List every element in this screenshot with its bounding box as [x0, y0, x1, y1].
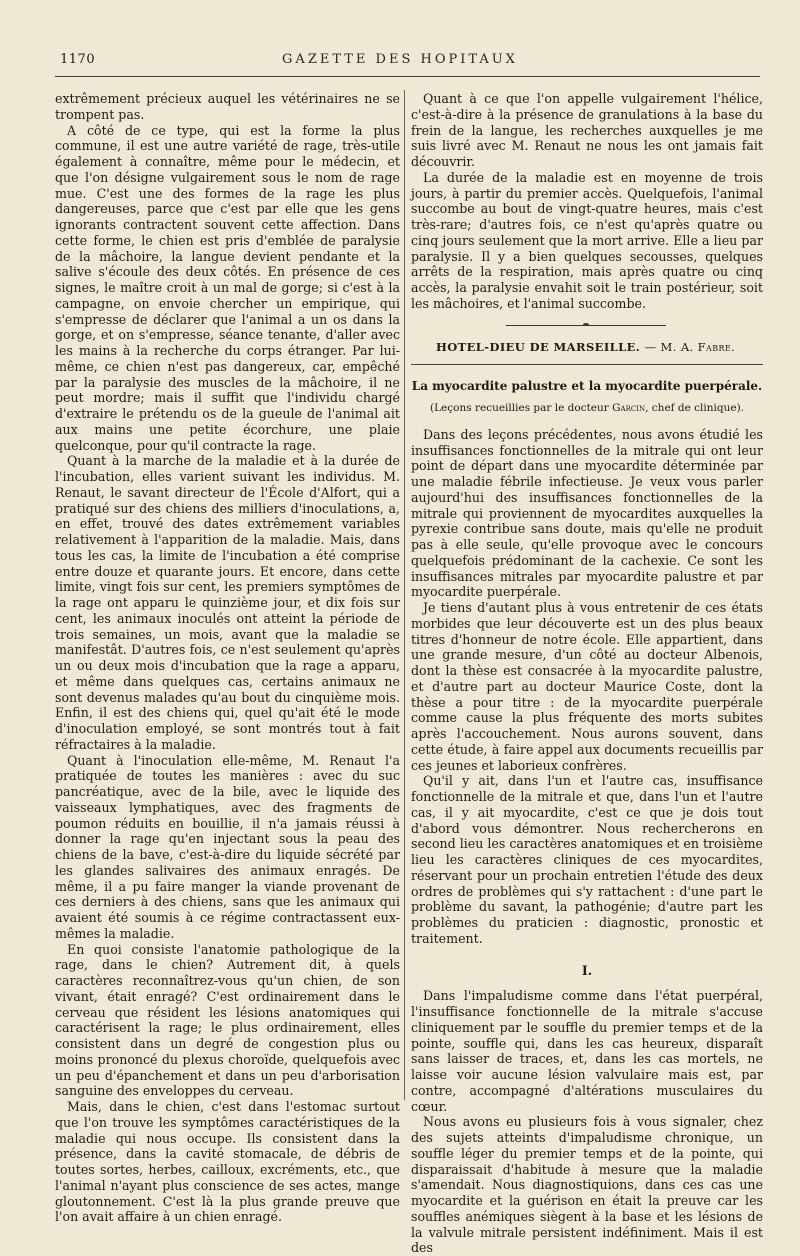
- paragraph: Dans l'impaludisme comme dans l'état puerpéral, l'insuffisance fonctionnelle de la mitrale s'accuse cliniquement par le souffle du premier temps et de la pointe, souffle qui, dans les cas heureux, disparaît sans laisser de traces, et, dans les cas mortels, ne laisse voir aucune lésion valvulaire mais est, par contre, accompagné d'altérations musculaires du cœur.: [411, 988, 763, 1114]
- paragraph: Quant à l'inoculation elle-même, M. Renaut l'a pratiquée de toutes les manières : avec du suc pancréatique, avec de la bile, avec le liquide des vaisseaux lymphatiques, avec des fragments de poumon réduits en bouillie, il n'a jamais réussi à donner la rage qu'en injectant sous la peau des chiens de la bave, c'est-à-dire du liquide sécrété par les glandes salivaires des animaux enragés. De même, il a pu faire manger la viande provenant de ces derniers à des chiens, sans que les animaux qui avaient été soumis à ce régime contractassent eux-mêmes la maladie.: [55, 752, 400, 941]
- paragraph: extrêmement précieux auquel les vétérinaires ne se trompent pas.: [55, 91, 400, 122]
- hospital-heading: [436, 340, 763, 356]
- hospital-author: — M. A. Fabre.: [644, 339, 736, 354]
- paragraph: Qu'il y ait, dans l'un et l'autre cas, insuffisance fonctionnelle de la mitrale et que, dans l'un et l'autre cas, il y ait myocardite, c'est ce que je dois tout d'abord vous démontrer. Nous rechercherons en second lieu les caractères anatomiques et en troisième lieu les caractères cliniques de ces myocardites, réservant pour un prochain entretien l'étude des deux ordres de problèmes qui s'y rattachent : d'une part le problème du savant, la pathogénie; d'autre part les problèmes du praticien : diagnostic, pronostic et traitement.: [411, 773, 763, 946]
- header-rule: [55, 76, 760, 77]
- clinic-chief-name: Garcin: [612, 402, 646, 414]
- article-separator: [411, 312, 763, 340]
- paragraph: La durée de la maladie est en moyenne de trois jours, à partir du premier accès. Quelquefois, l'animal succombe au bout de vingt-quatre heures, mais c'est très-rare; d'autres fois, ce n'est qu'après quatre ou cinq jours seulement que la mort arrive. Elle a lieu par paralysie. Il y a bien quelques secousses, quelques arrêts de la respiration, mais après quatre ou cinq accès, la paralysie envahit soit le train postérieur, soit les mâchoires, et l'animal succombe.: [411, 169, 763, 311]
- page-number: 1170: [60, 52, 96, 67]
- paragraph: Dans des leçons précédentes, nous avons étudié les insuffisances fonctionnelles de la mitrale qui ont leur point de départ dans une myocardite déterminée par une maladie fébrile infectieuse. Je veux vous parler aujourd'hui des insuffisances fonctionnelles de la mitrale qui proviennent de myocardites auxquelles la pyrexie contribue sans doute, mais qu'elle ne produit pas à elle seule, qu'elle provoque avec le concours quelquefois prédominant de la cachexie. Ce sont les insuffisances mitrales par myocardite palustre et par myocardite puerpérale.: [411, 426, 763, 600]
- paragraph: A côté de ce type, qui est la forme la plus commune, il est une autre variété de rage, très-utile également à connaître, même pour le médecin, et que l'on désigne vulgairement sous le nom de rage mue. C'est une des formes de la rage les plus dangereuses, parce que c'est par elle que les gens ignorants contractent souvent cette affection. Dans cette forme, le chien est pris d'emblée de paralysie de la mâchoire, la langue devient pendante et la salive s'écoule des deux côtés. En présence de ces signes, le maître croit à un mal de gorge; si c'est à la campagne, on envoie chercher un empirique, qui s'empresse de déclarer que l'animal a un os dans la gorge, et on s'empresse, séance tenante, d'aller avec les mains à la recherche du corps étranger. Par lui-même, ce chien n'est pas dangereux, car, empêché par la paralysie des muscles de la mâchoire, il ne peut mordre; mais il suffit que l'individu chargé d'extraire le prétendu os de la gueule de l'animal ait aux mains une petite écorchure, une plaie quelconque, pour qu'il contracte la rage.: [55, 122, 400, 453]
- paragraph: Nous avons eu plusieurs fois à vous signaler, chez des sujets atteints d'impaludisme chronique, un souffle léger du premier temps et de la pointe, qui disparaissait d'habitude à mesure que la maladie s'amendait. Nous diagnostiquions, dans ces cas une myocardite et la guérison en était la preuve car les souffles anémiques siègent à la base et les lésions de la valvule mitrale persistent indéfiniment. Mais il est des: [411, 1114, 763, 1256]
- article-subtitle: (Leçons recueillies par le docteur Garcin, chef de clinique).: [429, 402, 745, 414]
- journal-title: GAZETTE DES HOPITAUX: [282, 52, 518, 67]
- column-divider: [404, 90, 405, 1100]
- paragraph: Je tiens d'autant plus à vous entretenir de ces états morbides que leur découverte est un des plus beaux titres d'honneur de notre école. Elle appartient, dans une grande mesure, d'un côté au docteur Albenois, dont la thèse est consacrée à la myocardite palustre, et d'autre part au docteur Maurice Coste, dont la thèse a pour titre : de la myocardite puerpérale comme cause la plus fréquente des morts subites après l'accouchement. Nous aurons souvent, dans cette étude, à faire appel aux documents recueillis par ces jeunes et laborieux confrères.: [411, 600, 763, 773]
- hospital-name: HOTEL-DIEU DE MARSEILLE.: [436, 339, 641, 354]
- paragraph: Mais, dans le chien, c'est dans l'estomac surtout que l'on trouve les symptômes caractéristiques de la maladie qui nous occupe. Ils consistent dans la présence, dans la cavité stomacale, de débris de toutes sortes, herbes, cailloux, excréments, etc., que l'animal n'ayant plus conscience de ses actes, mange gloutonnement. C'est là la plus grande preuve que l'on avait affaire à un chien enragé.: [55, 1099, 400, 1225]
- paragraph: Quant à la marche de la maladie et à la durée de l'incubation, elles varient suivant les individus. M. Renaut, le savant directeur de l'École d'Alfort, qui a pratiqué sur des chiens des milliers d'inoculations, a, en effet, trouvé des dates extrêmement variables relativement à l'apparition de la maladie. Mais, dans tous les cas, la limite de l'incubation a été comprise entre douze et quarante jours. Et encore, dans cette limite, vingt fois sur cent, les premiers symptômes de la rage ont apparu le quinzième jour, et dix fois sur cent, les animaux inoculés ont atteint la période de trois semaines, un mois, avant que la maladie se manifestât. D'autres fois, ce n'est seulement qu'après un ou deux mois d'incubation que la rage a apparu, et même dans quelques cas, certains animaux ne sont devenus malades qu'au bout du cinquième mois. Enfin, il est des chiens qui, quel qu'ait été le mode d'inoculation employé, se sont montrés tout à fait réfractaires à la maladie.: [55, 453, 400, 752]
- left-column: [55, 91, 400, 1225]
- paragraph: Quant à ce que l'on appelle vulgairement l'hélice, c'est-à-dire à la présence de granulations à la base du frein de la langue, les recherches auxquelles je me suis livré avec M. Renaut ne nous les ont jamais fait découvrir.: [411, 91, 763, 169]
- heading-rule: [411, 364, 763, 365]
- right-column: [411, 91, 763, 1256]
- page-header: [0, 52, 800, 72]
- article-title: La myocardite palustre et la myocardite puerpérale.: [411, 379, 763, 394]
- section-number: I.: [581, 962, 593, 978]
- paragraph: En quoi consiste l'anatomie pathologique de la rage, dans le chien? Autrement dit, à quels caractères reconnaîtrez-vous qu'un chien, de son vivant, était enragé? C'est ordinairement dans le cerveau que résident les lésions anatomiques qui caractérisent la rage; le plus ordinairement, elles consistent dans un degré de congestion plus ou moins prononcé du plexus choroïde, quelquefois avec un peu d'épanchement et dans un peu d'arborisation sanguine des enveloppes du cerveau.: [55, 941, 400, 1099]
